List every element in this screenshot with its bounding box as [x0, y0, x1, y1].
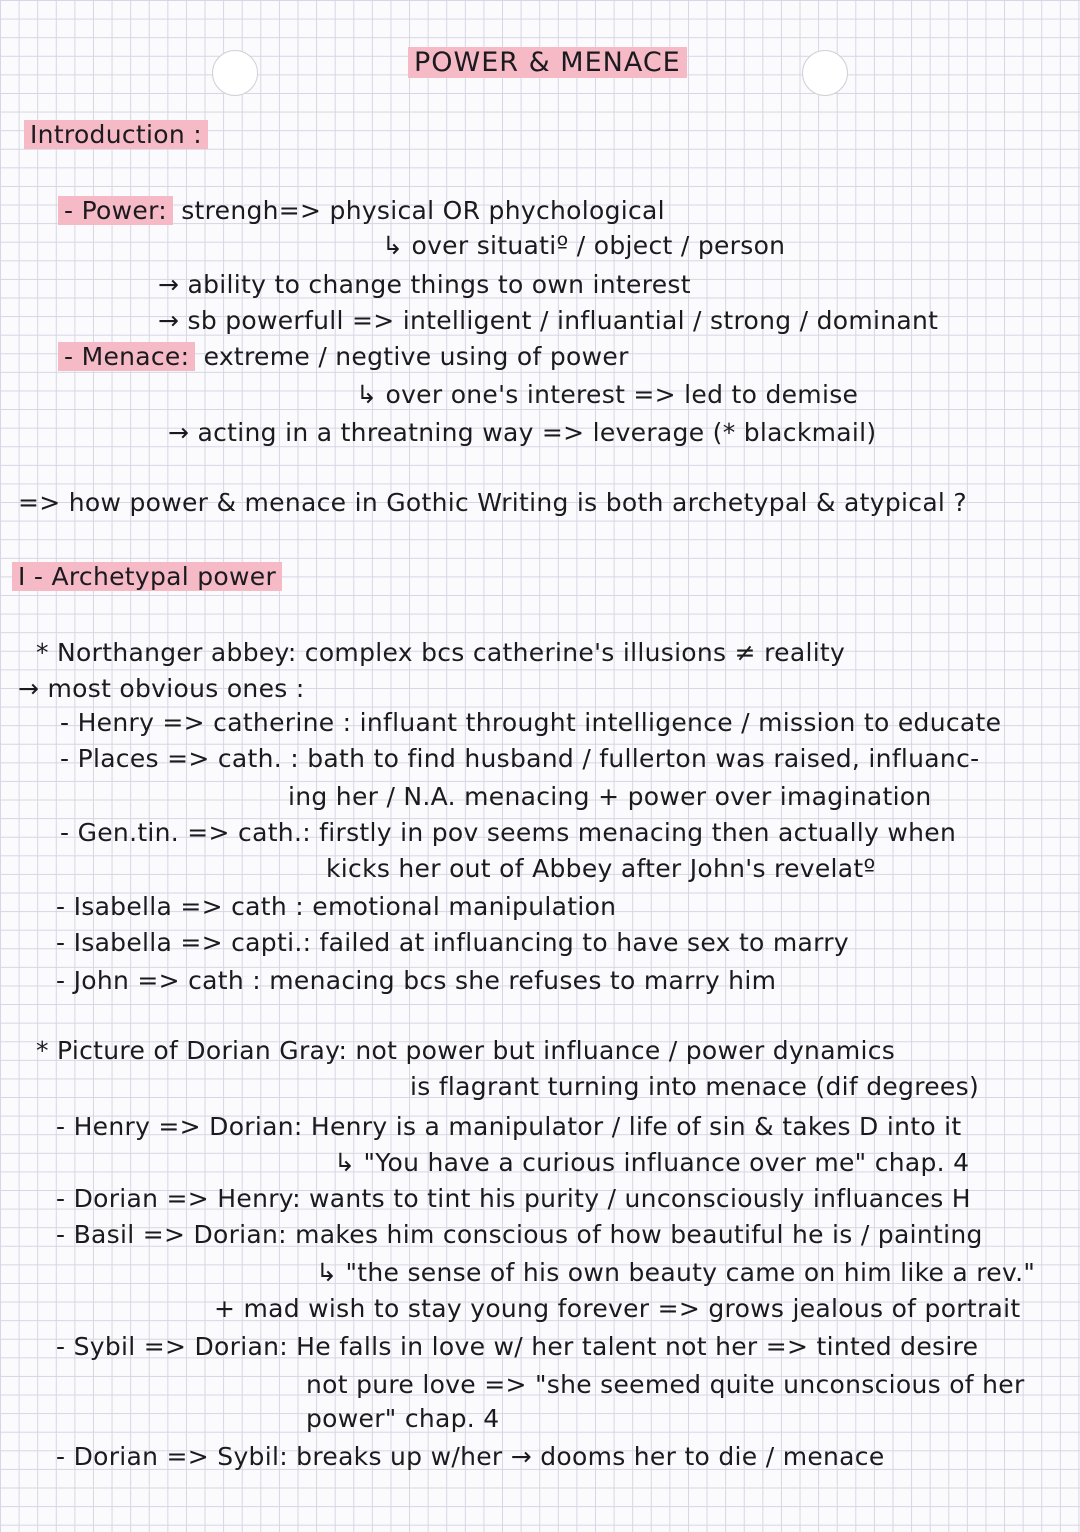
page-title: POWER & MENACE	[408, 48, 687, 78]
na-item-cont: kicks her out of Abbey after John's revelatº	[326, 854, 876, 883]
power-sub-2: → ability to change things to own interest	[158, 270, 691, 299]
na-item-cont: ing her / N.A. menacing + power over imagination	[288, 782, 932, 811]
power-sub-1: ↳ over situatiº / object / person	[382, 231, 786, 260]
dorian-gray-title: * Picture of Dorian Gray: not power but influance / power dynamics	[36, 1036, 896, 1065]
dg-item: - Dorian => Sybil: breaks up w/her → dooms her to die / menace	[56, 1442, 885, 1471]
intro-heading: Introduction :	[24, 120, 208, 150]
menace-sub-1: ↳ over one's interest => led to demise	[356, 380, 859, 409]
na-item: - John => cath : menacing bcs she refuses to marry him	[56, 966, 777, 995]
menace-sub-2: → acting in a threatning way => leverage (* blackmail)	[168, 418, 877, 447]
northanger-abbey-title: * Northanger abbey: complex bcs catherine's illusions ≠ reality	[36, 638, 846, 667]
dg-quote: ↳ "the sense of his own beauty came on him like a rev."	[316, 1258, 1036, 1287]
dorian-gray-title-cont: is flagrant turning into menace (dif degrees)	[410, 1072, 979, 1101]
punch-hole-left	[212, 50, 258, 96]
dg-item: - Sybil => Dorian: He falls in love w/ her talent not her => tinted desire	[56, 1332, 979, 1361]
na-item: - Isabella => cath : emotional manipulation	[56, 892, 617, 921]
power-line: - Power: strengh=> physical OR phychological	[58, 196, 665, 226]
dg-item-cont: + mad wish to stay young forever => grows jealous of portrait	[214, 1294, 1021, 1323]
dg-quote: ↳ "You have a curious influance over me" chap. 4	[334, 1148, 970, 1177]
na-item: - Henry => catherine : influant throught intelligence / mission to educate	[60, 708, 1002, 737]
dg-item: - Dorian => Henry: wants to tint his purity / unconsciously influances H	[56, 1184, 971, 1213]
dg-item: - Basil => Dorian: makes him conscious of how beautiful he is / painting	[56, 1220, 983, 1249]
menace-line: - Menace: extreme / negtive using of power	[58, 342, 629, 372]
dg-item: - Henry => Dorian: Henry is a manipulator / life of sin & takes D into it	[56, 1112, 962, 1141]
dg-item-cont: power" chap. 4	[306, 1404, 500, 1433]
na-item: - Gen.tin. => cath.: firstly in pov seems menacing then actually when	[60, 818, 957, 847]
power-sub-3: → sb powerfull => intelligent / influantial / strong / dominant	[158, 306, 939, 335]
na-item: - Places => cath. : bath to find husband / fullerton was raised, influanc-	[60, 744, 980, 773]
na-intro: → most obvious ones :	[18, 674, 305, 703]
punch-hole-right	[802, 50, 848, 96]
na-item: - Isabella => capti.: failed at influancing to have sex to marry	[56, 928, 849, 957]
section-heading: I - Archetypal power	[12, 562, 282, 592]
thesis-question: => how power & menace in Gothic Writing is both archetypal & atypical ?	[18, 488, 967, 517]
dg-item-cont: not pure love => "she seemed quite unconscious of her	[306, 1370, 1025, 1399]
